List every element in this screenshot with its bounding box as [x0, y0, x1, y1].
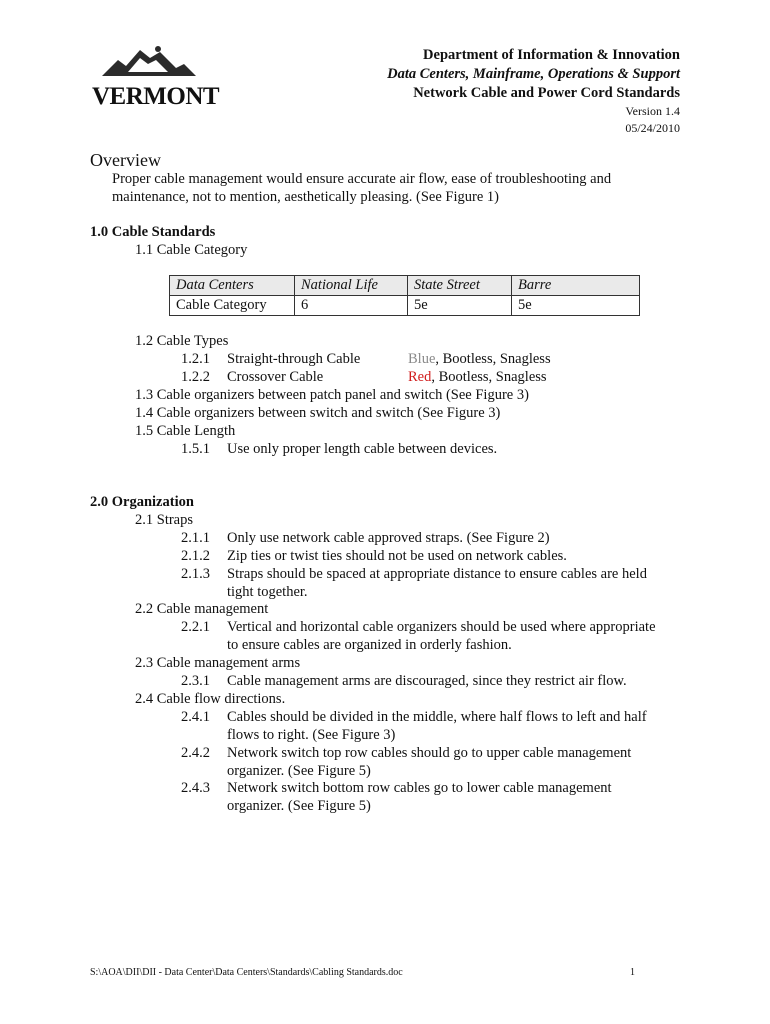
item-number: 1.2.1: [181, 351, 210, 367]
item-number: 2.4.3: [181, 780, 210, 796]
table-cell: 5e: [512, 296, 640, 316]
table-header-cell: Barre: [512, 276, 640, 296]
date-label: 05/24/2010: [625, 121, 680, 135]
cable-category-table: [169, 275, 640, 316]
item-text-cont: organizer. (See Figure 5): [227, 798, 371, 814]
section-1-1-heading: 1.1 Cable Category: [135, 242, 248, 258]
item-text: Only use network cable approved straps. (See Figure 2): [227, 530, 550, 546]
item-number: 2.3.1: [181, 673, 210, 689]
section-1-5-heading: 1.5 Cable Length: [135, 423, 236, 439]
section-1-heading: 1.0 Cable Standards: [90, 224, 216, 240]
table-cell: 5e: [408, 296, 512, 316]
item-number: 2.1.1: [181, 530, 210, 546]
overview-text-line2: maintenance, not to mention, aesthetically pleasing. (See Figure 1): [112, 189, 499, 205]
division-name: Data Centers, Mainframe, Operations & Support: [387, 66, 680, 82]
section-2-3-heading: 2.3 Cable management arms: [135, 655, 301, 671]
page-number: 1: [630, 967, 635, 978]
item-text: Straps should be spaced at appropriate distance to ensure cables are held: [227, 566, 647, 582]
item-number: 2.1.3: [181, 566, 210, 582]
item-text: Cable management arms are discouraged, since they restrict air flow.: [227, 673, 627, 689]
table-cell: 6: [295, 296, 408, 316]
svg-text:VERMONT: VERMONT: [92, 83, 220, 110]
version-label: Version 1.4: [625, 104, 680, 118]
item-number: 2.4.1: [181, 709, 210, 725]
item-text-cont: tight together.: [227, 584, 308, 600]
item-text: Vertical and horizontal cable organizers should be used where appropriate: [227, 619, 656, 635]
item-text: Zip ties or twist ties should not be used on network cables.: [227, 548, 567, 564]
item-number: 1.2.2: [181, 369, 210, 385]
table-header-row: [170, 276, 640, 296]
section-2-2-heading: 2.2 Cable management: [135, 601, 269, 617]
footer-file-path: S:\AOA\DII\DII - Data Center\Data Centers\Standards\Cabling Standards.doc: [90, 967, 403, 978]
overview-heading: Overview: [90, 150, 161, 170]
item-text-cont: to ensure cables are organized in orderly fashion.: [227, 637, 512, 653]
section-1-2-heading: 1.2 Cable Types: [135, 333, 229, 349]
vermont-logo: [88, 42, 220, 110]
section-1-3: 1.3 Cable organizers between patch panel and switch (See Figure 3): [135, 387, 529, 403]
section-2-4-heading: 2.4 Cable flow directions.: [135, 691, 286, 707]
item-number: 1.5.1: [181, 441, 210, 457]
overview-text-line1: Proper cable management would ensure accurate air flow, ease of troubleshooting and: [112, 171, 612, 187]
item-text: Network switch top row cables should go to upper cable management: [227, 745, 632, 761]
spec-rest: , Bootless, Snagless: [435, 351, 551, 367]
color-name-blue: Blue: [408, 351, 436, 367]
section-2-heading: 2.0 Organization: [90, 494, 194, 510]
item-number: 2.4.2: [181, 745, 210, 761]
item-number: 2.2.1: [181, 619, 210, 635]
color-name-red: Red: [408, 369, 432, 385]
item-text-cont: organizer. (See Figure 5): [227, 763, 371, 779]
item-text: Crossover Cable: [227, 369, 324, 385]
item-text: Network switch bottom row cables go to lower cable management: [227, 780, 612, 796]
cable-color-spec: [408, 368, 547, 386]
cable-color-spec: [408, 350, 551, 368]
item-text: Cables should be divided in the middle, where half flows to left and half: [227, 709, 647, 725]
table-row: [170, 296, 640, 316]
item-text-cont: flows to right. (See Figure 3): [227, 727, 396, 743]
table-header-cell: National Life: [295, 276, 408, 296]
department-name: Department of Information & Innovation: [423, 47, 680, 63]
spec-rest: , Bootless, Snagless: [431, 369, 547, 385]
document-header: [387, 46, 680, 137]
item-text: Use only proper length cable between devices.: [227, 441, 498, 457]
table-header-cell: State Street: [408, 276, 512, 296]
table-cell: Cable Category: [170, 296, 295, 316]
item-number: 2.1.2: [181, 548, 210, 564]
table-header-cell: Data Centers: [170, 276, 295, 296]
section-1-4: 1.4 Cable organizers between switch and switch (See Figure 3): [135, 405, 501, 421]
section-2-1-heading: 2.1 Straps: [135, 512, 193, 528]
document-title: Network Cable and Power Cord Standards: [413, 85, 680, 101]
item-text: Straight-through Cable: [227, 351, 361, 367]
